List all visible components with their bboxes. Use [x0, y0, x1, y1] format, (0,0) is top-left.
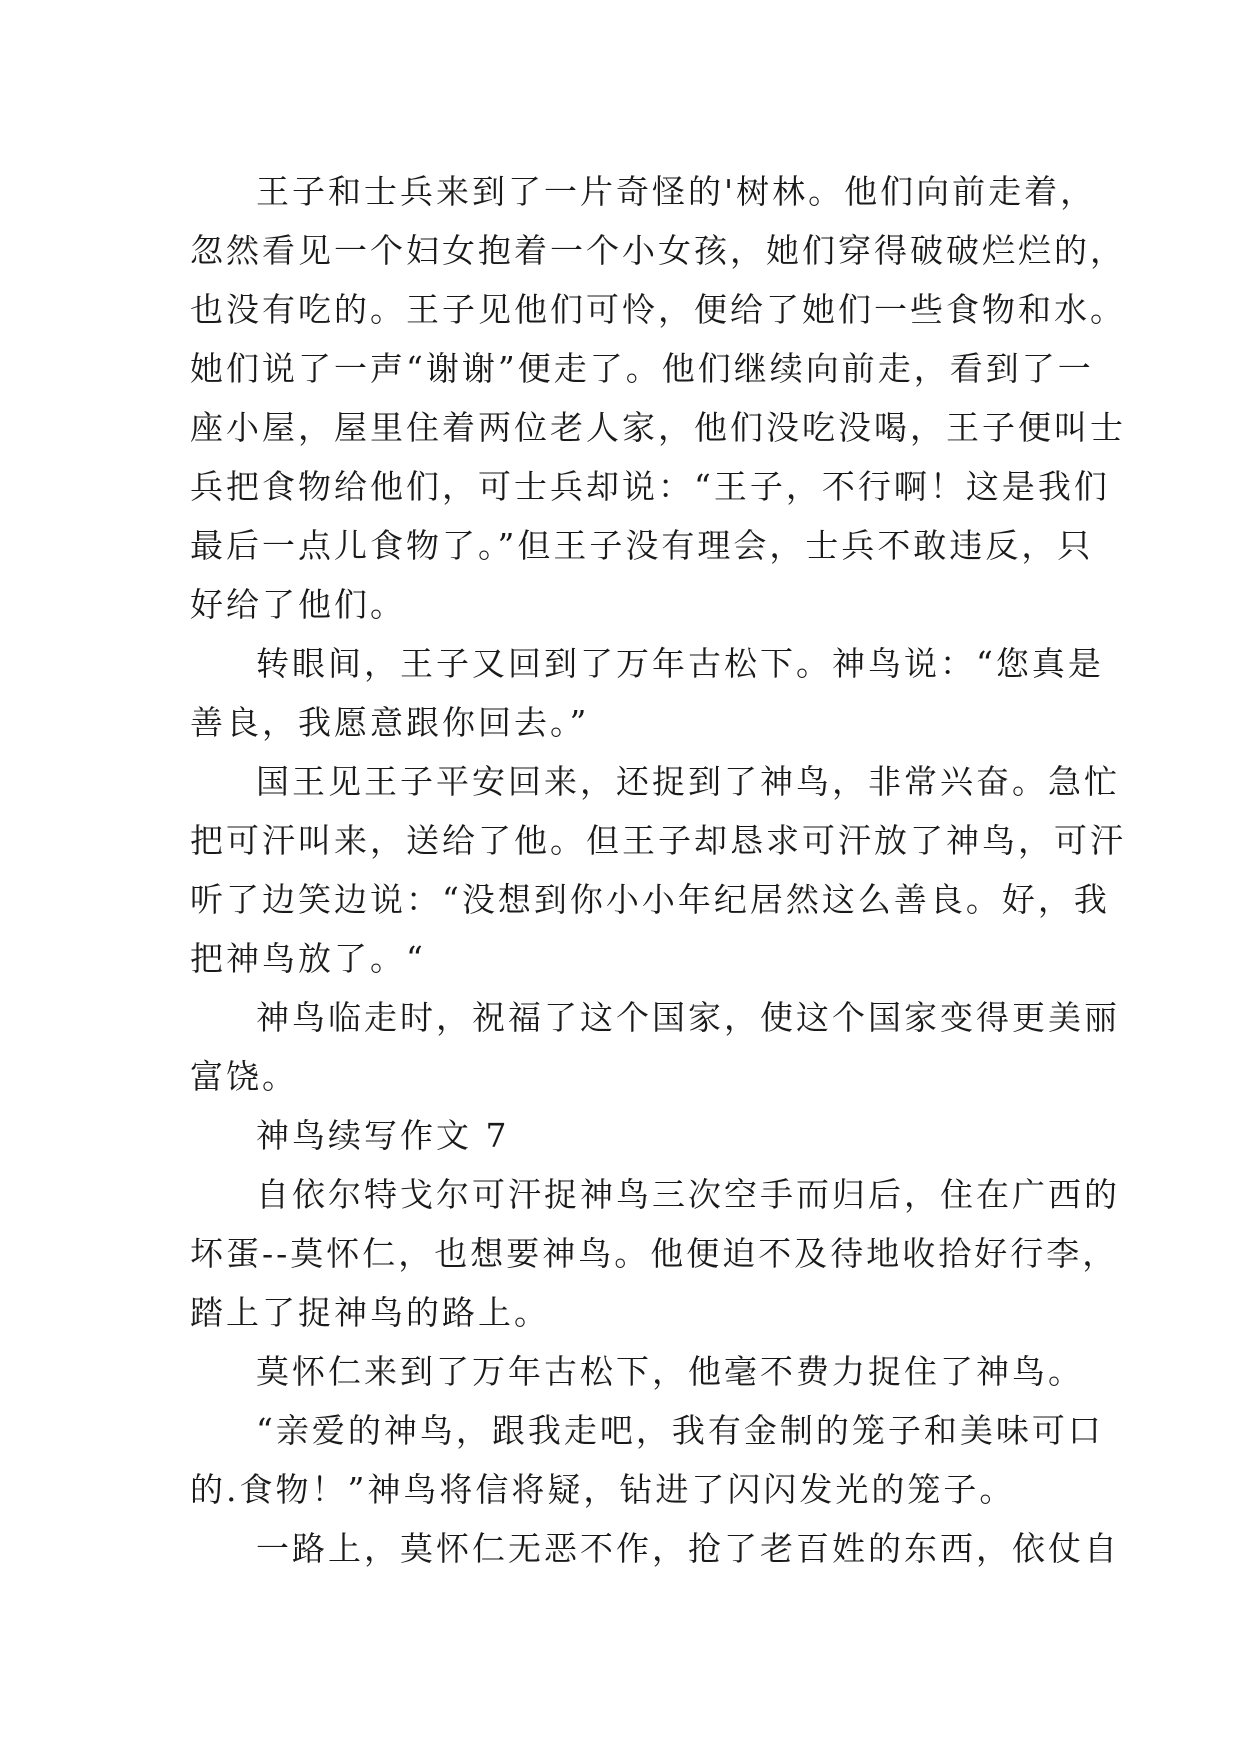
text-line: 转眼间，王子又回到了万年古松下。神鸟说：“您真是: [256, 644, 1104, 683]
paragraph-7: [190, 1401, 1104, 1519]
section-heading: [190, 1106, 1070, 1165]
text-line: 一路上，莫怀仁无恶不作，抢了老百姓的东西，依仗自: [256, 1529, 1120, 1568]
paragraph-3: [190, 752, 1126, 988]
text-line: 善良，我愿意跟你回去。”: [190, 703, 590, 742]
text-line: 富饶。: [190, 1057, 298, 1096]
text-line: 坏蛋--莫怀仁，也想要神鸟。他便迫不及待地收拾好行李，: [190, 1234, 1119, 1273]
text-line: 的.食物！”神鸟将信将疑，钻进了闪闪发光的笼子。: [190, 1470, 1016, 1509]
section-title: 神鸟续写作文 7: [256, 1116, 510, 1155]
text-line: 兵把食物给他们，可士兵却说：“王子，不行啊！这是我们: [190, 467, 1110, 506]
paragraph-2: [190, 634, 1104, 752]
text-line: 莫怀仁来到了万年古松下，他毫不费力捉住了神鸟。: [256, 1352, 1084, 1391]
paragraph-8: [190, 1519, 1120, 1578]
text-line: 也没有吃的。王子见他们可怜，便给了她们一些食物和水。: [190, 290, 1126, 329]
text-line: 国王见王子平安回来，还捉到了神鸟，非常兴奋。急忙: [256, 762, 1120, 801]
text-line: 把可汗叫来，送给了他。但王子却恳求可汗放了神鸟，可汗: [190, 821, 1126, 860]
paragraph-5: [190, 1165, 1120, 1342]
text-line: 把神鸟放了。“: [190, 939, 426, 978]
paragraph-4: [190, 988, 1120, 1106]
text-line: 忽然看见一个妇女抱着一个小女孩，她们穿得破破烂烂的，: [190, 231, 1126, 270]
document-body: [190, 162, 1126, 1578]
text-line: 座小屋，屋里住着两位老人家，他们没吃没喝，王子便叫士: [190, 408, 1126, 447]
paragraph-6: [190, 1342, 1084, 1401]
text-line: “亲爱的神鸟，跟我走吧，我有金制的笼子和美味可口: [256, 1411, 1104, 1450]
text-line: 最后一点儿食物了。”但王子没有理会，士兵不敢违反，只: [190, 526, 1094, 565]
text-line: 王子和士兵来到了一片奇怪的'树林。他们向前走着，: [256, 172, 1097, 211]
text-line: 神鸟临走时，祝福了这个国家，使这个国家变得更美丽: [256, 998, 1120, 1037]
text-line: 好给了他们。: [190, 585, 406, 624]
text-line: 她们说了一声“谢谢”便走了。他们继续向前走，看到了一: [190, 349, 1094, 388]
text-line: 自依尔特戈尔可汗捉神鸟三次空手而归后，住在广西的: [256, 1175, 1120, 1214]
paragraph-1: [190, 162, 1126, 634]
text-line: 听了边笑边说：“没想到你小小年纪居然这么善良。好，我: [190, 880, 1110, 919]
text-line: 踏上了捉神鸟的路上。: [190, 1293, 550, 1332]
